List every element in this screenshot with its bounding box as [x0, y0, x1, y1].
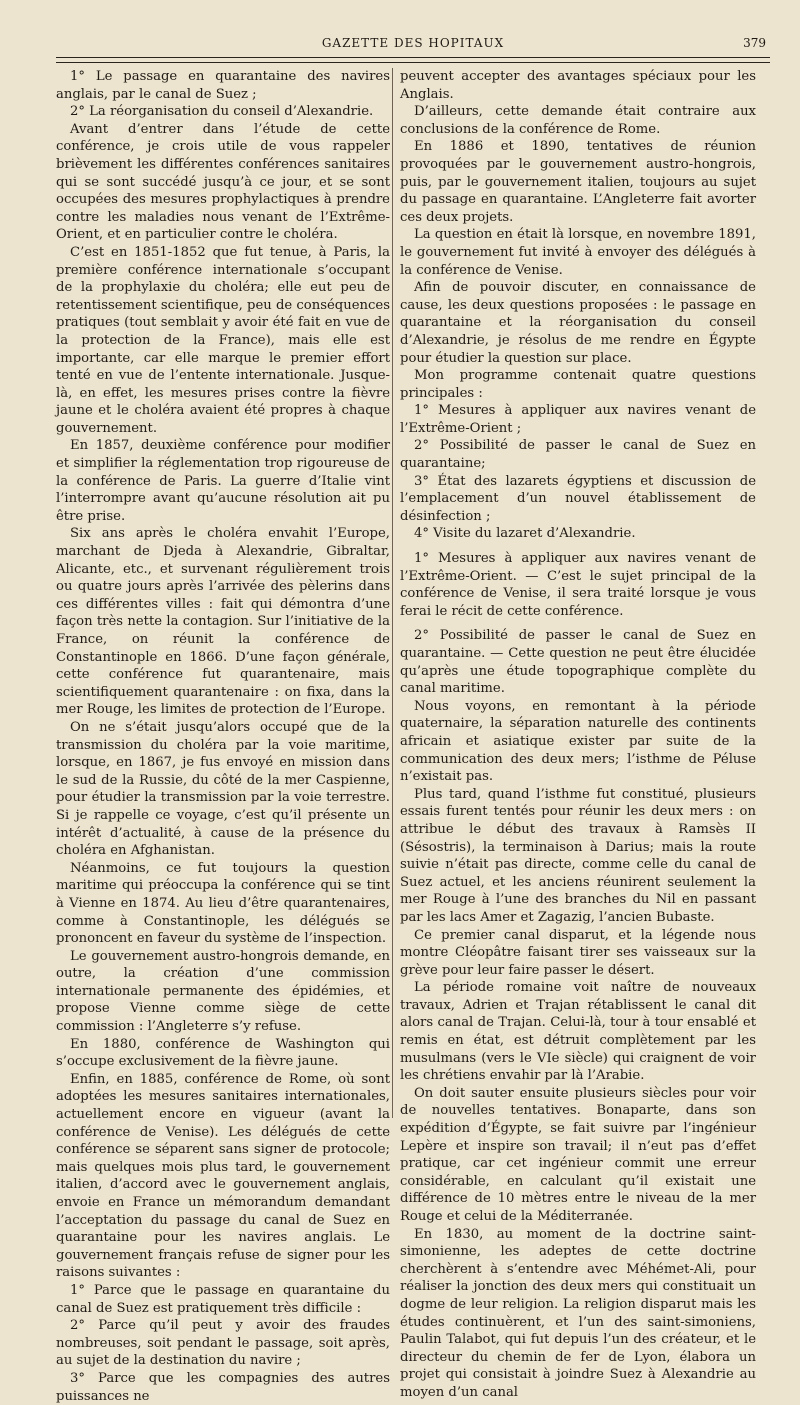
- header-double-rule: [56, 57, 770, 63]
- paragraph: C’est en 1851-1852 que fut tenue, à Paris, la première conférence internationale s’occupant de la prophylaxie du choléra; elle eut peu de retentissement scientifique, peu de conséquences pratiques (tout semblait y avoir été fait en vue de la protection de la France), mais elle est importante, car elle marque le premier effort tenté en vue de l’entente internationale. Jusque-là, en effet, les mesures prises contre la fièvre jaune et le choléra avaient été propres à chaque gouvernement.: [56, 244, 390, 436]
- paragraph: 2° Possibilité de passer le canal de Suez en quarantaine;: [400, 438, 756, 472]
- page-header: [56, 34, 770, 56]
- paragraph: Plus tard, quand l’isthme fut constitué, plusieurs essais furent tentés pour réunir les deux mers : on attribue le début des travaux à Ramsès II (Sésostris), la terminaison à Darius; mais la route suivie n’était pas directe, comme celle du canal de Suez actuel, et les anciens réunirent seulement la mer Rouge à l’une des branches du Nil en passant par les lacs Amer et Zagazig, l’ancien Bubaste.: [400, 786, 756, 925]
- running-title: GAZETTE DES HOPITAUX: [321, 36, 505, 50]
- paragraph: La période romaine voit naître de nouveaux travaux, Adrien et Trajan rétablissent le canal dit alors canal de Trajan. Celui-là, tour à tour ensablé et remis en état, est détruit complètement par les musulmans (vers le VIe siècle) qui craignent de voir les chrétiens envahir par là l’Arabie.: [400, 980, 756, 1084]
- paragraph: Nous voyons, en remontant à la période quaternaire, la séparation naturelle des continents africain et asiatique exister par suite de la communication des deux mers; l’isthme de Péluse n’existait pas.: [400, 698, 756, 785]
- paragraph: Néanmoins, ce fut toujours la question maritime qui préoccupa la conférence qui se tint à Vienne en 1874. Au lieu d’être quarantenaires, comme à Constantinople, les délégués se prononcent en faveur du système de l’inspection.: [56, 860, 390, 947]
- right-column: [400, 68, 756, 1402]
- paragraph: 1° Mesures à appliquer aux navires venant de l’Extrême-Orient ;: [400, 403, 756, 436]
- paragraph: Six ans après le choléra envahit l’Europe, marchant de Djeda à Alexandrie, Gibraltar, Alicante, etc., et survenant régulièrement trois ou quatre jours après l’arrivée des pèlerins dans ces différentes villes : fait qui démontra d’une façon très nette la contagion. Sur l’initiative de la France, on réunit la conférence de Constantinople en 1866. D’une façon générale, cette conférence fut quarantenaire, mais scientifiquement quarantenaire : on fixa, dans la mer Rouge, les limites de protection de l’Europe.: [56, 526, 390, 718]
- paragraph: Afin de pouvoir discuter, en connaissance de cause, les deux questions proposées : le passage en quarantaine et la réorganisation du conseil d’Alexandrie, je résolus de me rendre en Égypte pour étudier la question sur place.: [400, 280, 756, 366]
- paragraph: 1° Le passage en quarantaine des navires anglais, par le canal de Suez ;: [56, 69, 390, 102]
- paragraph: En 1857, deuxième conférence pour modifier et simplifier la réglementation trop rigoureuse de la conférence de Paris. La guerre d’Italie vint l’interrompre avant qu’aucune résolution ait pu être prise.: [56, 438, 390, 524]
- paragraph: La question en était là lorsque, en novembre 1891, le gouvernement fut invité à envoyer des délégués à la conférence de Venise.: [400, 227, 756, 278]
- paragraph: 1° Parce que le passage en quarantaine du canal de Suez est pratiquement très difficile :: [56, 1282, 390, 1316]
- paragraph: 3° Parce que les compagnies des autres puissances ne: [56, 1370, 390, 1404]
- paragraph: 2° La réorganisation du conseil d’Alexandrie.: [70, 104, 374, 120]
- paragraph: peuvent accepter des avantages spéciaux pour les Anglais.: [400, 69, 756, 102]
- paragraph: 3° État des lazarets égyptiens et discussion de l’emplacement d’un nouvel établissement de désinfection ;: [400, 473, 756, 524]
- paragraph: En 1830, au moment de la doctrine saint-simonienne, les adeptes de cette doctrine cherchèrent à s’entendre avec Méhémet-Ali, pour réaliser la jonction des deux mers qui constituait un dogme de leur religion. La religion disparut mais les études continuèrent, et l’un des saint-simoniens, Paulin Talabot, qui fut depuis l’un des créateur, et le directeur du chemin de fer de Lyon, élabora un projet qui consistait à joindre Suez à Alexandrie au moyen d’un canal: [400, 1226, 756, 1400]
- section-paragraph: 1° Mesures à appliquer aux navires venant de l’Extrême-Orient. — C’est le sujet principal de la conférence de Venise, il sera traité lorsque je vous ferai le récit de cette conférence.: [400, 551, 756, 619]
- paragraph: On ne s’était jusqu’alors occupé que de la transmission du choléra par la voie maritime, lorsque, en 1867, je fus envoyé en mission dans le sud de la Russie, du côté de la mer Caspienne, pour étudier la transmission par la voie terrestre. Si je rappelle ce voyage, c’est qu’il présente un intérêt d’actualité, à cause de la présence du choléra en Afghanistan.: [56, 719, 390, 859]
- paragraph: En 1886 et 1890, tentatives de réunion provoquées par le gouvernement austro-hongrois, puis, par le gouvernement italien, toujours au sujet du passage en quarantaine. L’Angleterre fait avorter ces deux projets.: [400, 139, 756, 225]
- paragraph: 4° Visite du lazaret d’Alexandrie.: [414, 526, 636, 542]
- section-paragraph: 2° Possibilité de passer le canal de Suez en quarantaine. — Cette question ne peut être élucidée qu’après une étude topographique complète du canal maritime.: [400, 628, 756, 697]
- paragraph: Avant d’entrer dans l’étude de cette conférence, je crois utile de vous rappeler brièvement les différentes conférences sanitaires qui se sont succédé jusqu’à ce jour, et se sont occupées des mesures prophylactiques à prendre contre les maladies nous venant de l’Extrême-Orient, et en particulier contre le choléra.: [56, 121, 390, 243]
- paragraph: Le gouvernement austro-hongrois demande, en outre, la création d’une commission internationale permanente des épidémies, et propose Vienne comme siège de cette commission : l’Angleterre s’y refuse.: [56, 948, 390, 1035]
- paragraph: Mon programme contenait quatre questions principales :: [400, 368, 756, 401]
- paragraph: En 1880, conférence de Washington qui s’occupe exclusivement de la fièvre jaune.: [56, 1036, 390, 1070]
- left-column: [56, 68, 390, 1405]
- paragraph: 2° Parce qu’il peut y avoir des fraudes nombreuses, soit pendant le passage, soit après, au sujet de la destination du navire ;: [56, 1318, 390, 1369]
- column-divider: [392, 68, 393, 1118]
- paragraph: Ce premier canal disparut, et la légende nous montre Cléopâtre faisant tirer ses vaisseaux sur la grève pour leur faire passer le désert.: [400, 927, 756, 978]
- page-number: 379: [743, 36, 766, 50]
- paragraph: On doit sauter ensuite plusieurs siècles pour voir de nouvelles tentatives. Bonaparte, dans son expédition d’Égypte, se fait suivre par l’ingénieur Lepère et inspire son travail; il n’eut pas d’effet pratique, car cet ingénieur commit une erreur considérable, en calculant qu’il existait une différence de 10 mètres entre le niveau de la mer Rouge et celui de la Méditerranée.: [400, 1085, 756, 1224]
- paragraph: Enfin, en 1885, conférence de Rome, où sont adoptées les mesures sanitaires internationales, actuellement encore en vigueur (avant la conférence de Venise). Les délégués de cette conférence se séparent sans signer de protocole; mais quelques mois plus tard, le gouvernement italien, d’accord avec le gouvernement anglais, envoie en France un mémorandum demandant l’acceptation du passage du canal de Suez en quarantaine pour les navires anglais. Le gouvernement français refuse de signer pour les raisons suivantes :: [56, 1071, 390, 1281]
- paragraph: D’ailleurs, cette demande était contraire aux conclusions de la conférence de Rome.: [400, 104, 756, 137]
